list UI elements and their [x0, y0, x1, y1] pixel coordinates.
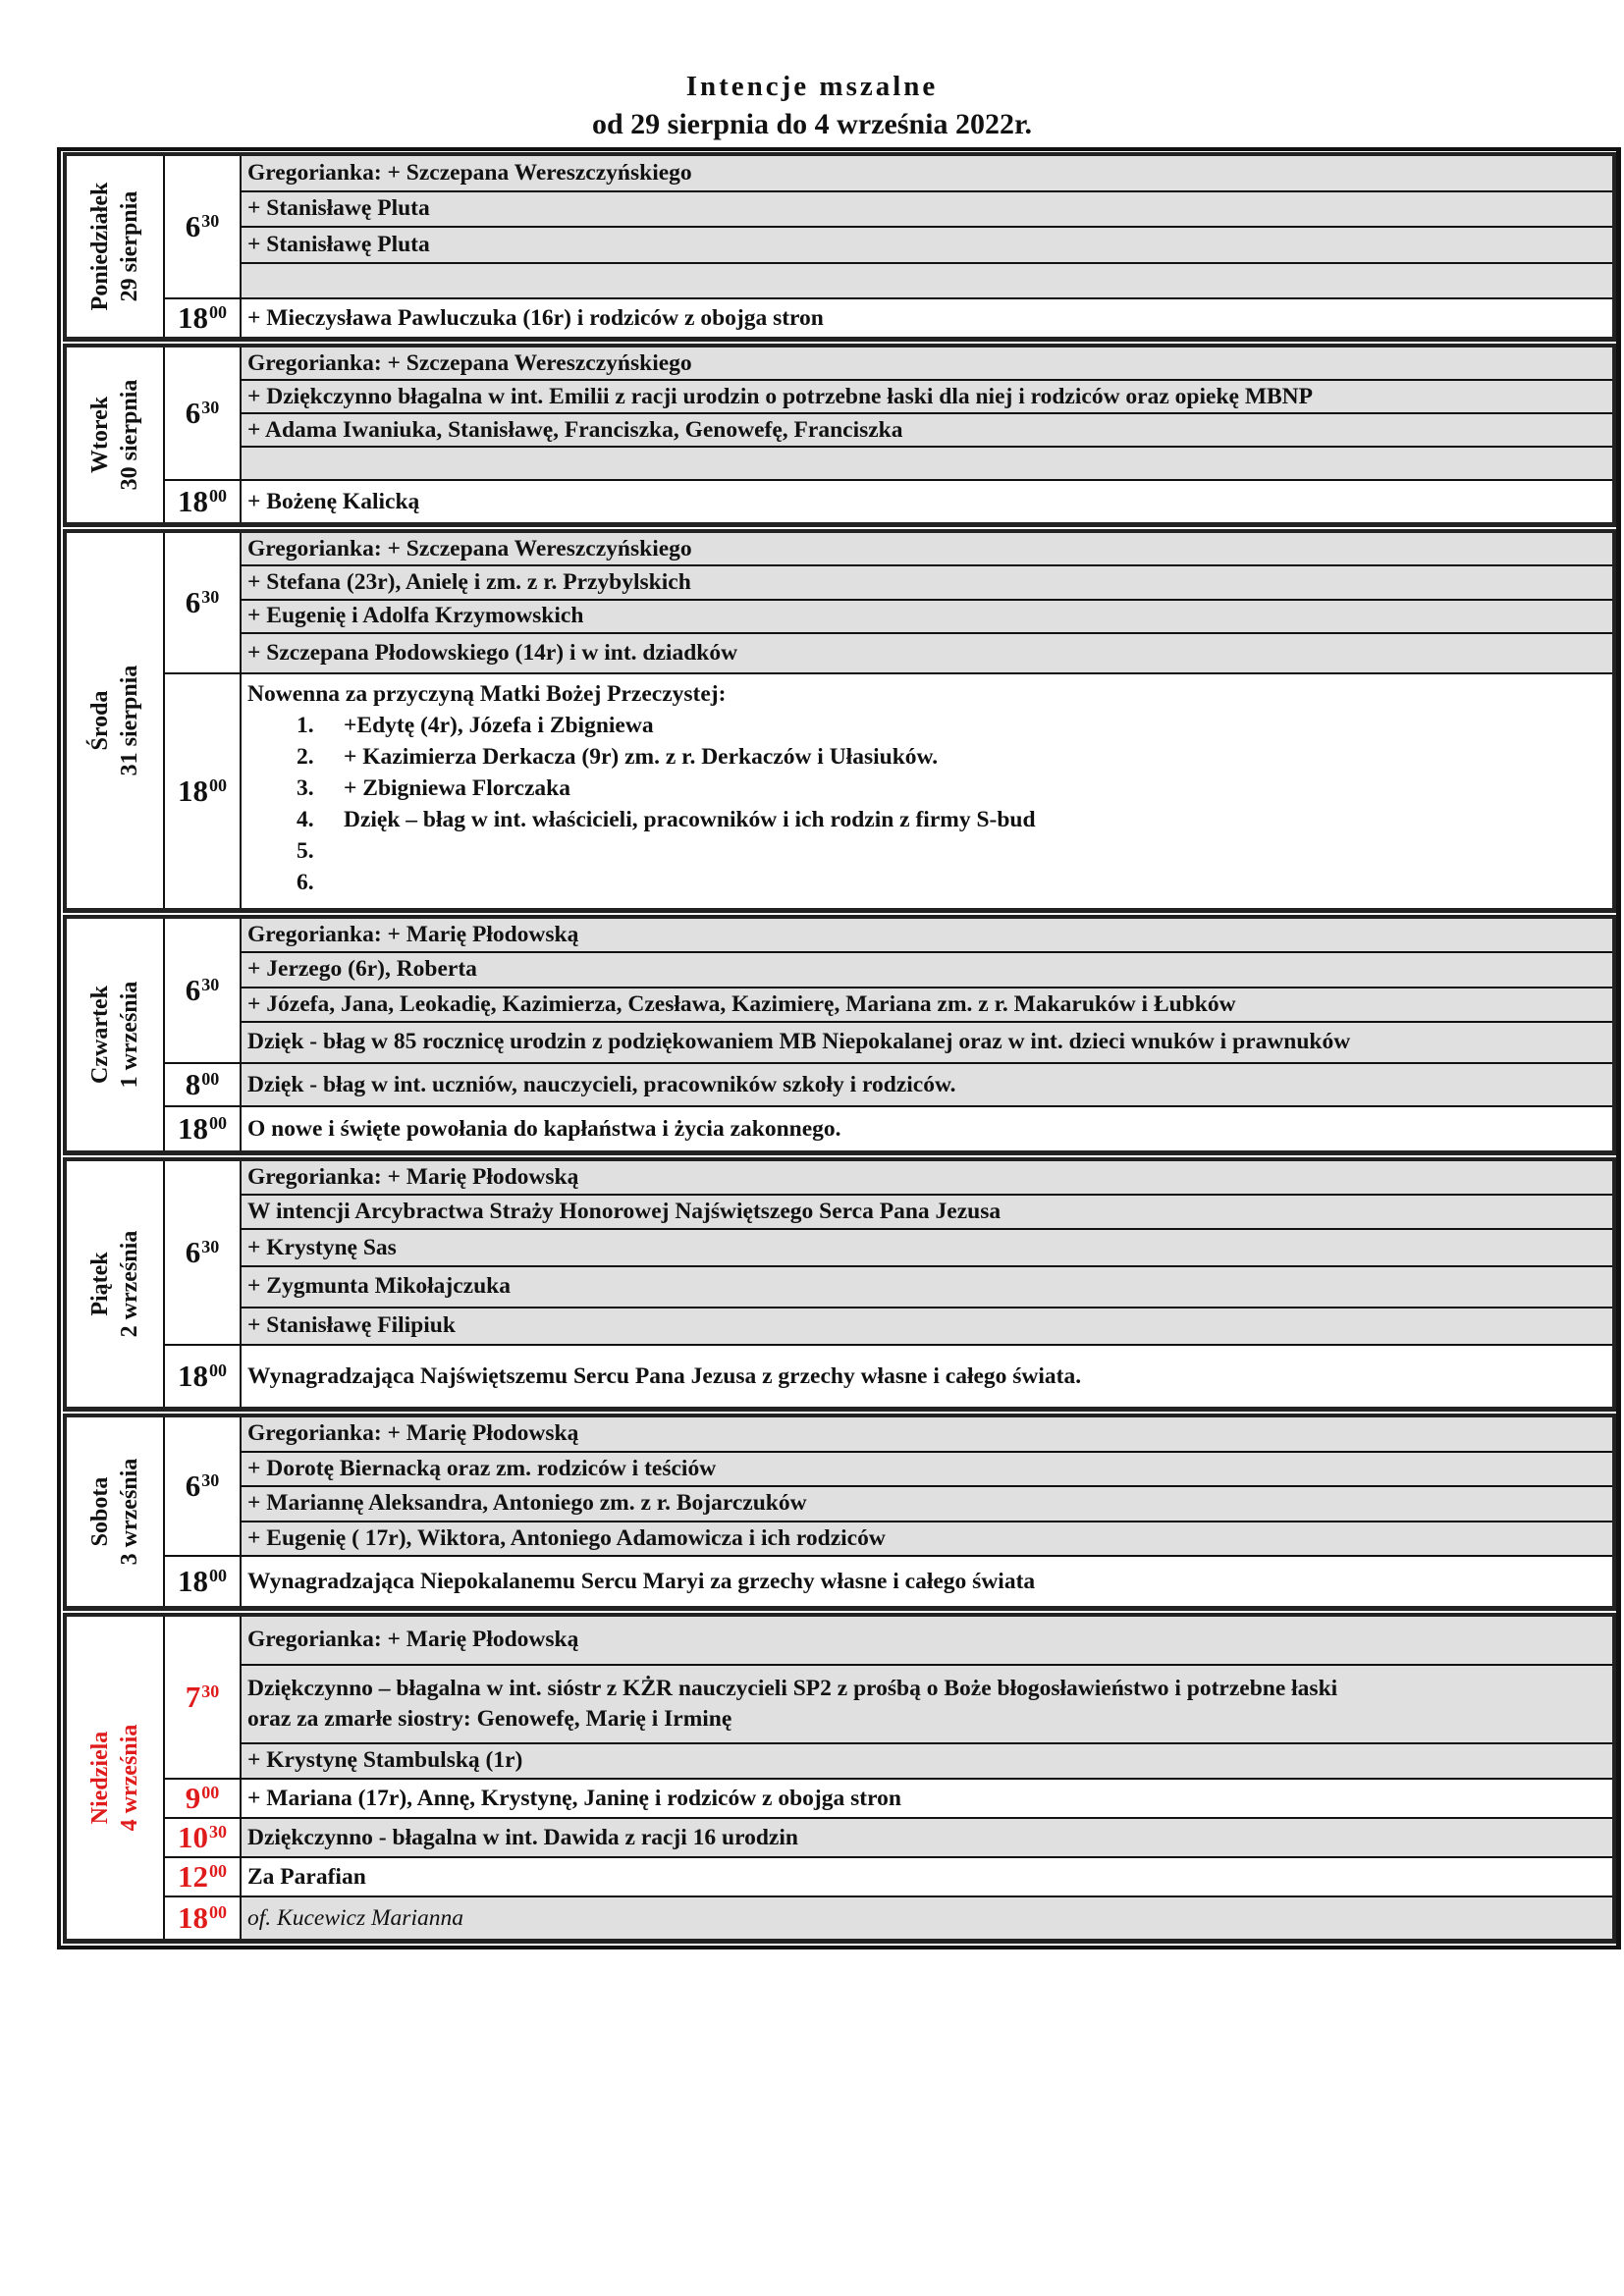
- mass-time: 18 $^{00}$: [165, 299, 242, 337]
- intention: [242, 264, 1612, 298]
- mass-slot: [165, 1417, 1612, 1557]
- intention: + Bożenę Kalicką: [242, 481, 1612, 522]
- intention: + Adama Iwaniuka, Stanisławę, Franciszka, Genowefę, Franciszka: [242, 414, 1612, 448]
- day-thursday: [63, 915, 1616, 1155]
- day-name: Wtorek: [87, 396, 113, 474]
- day-sunday: [63, 1613, 1616, 1944]
- intention: + Dorotę Biernacką oraz zm. rodziców i teściów: [242, 1453, 1612, 1488]
- day-label: [67, 347, 165, 522]
- intention: Gregorianka: + Szczepana Wereszczyńskiego: [242, 156, 1612, 192]
- day-date: 30 sierpnia: [117, 379, 142, 491]
- mass-slot: [165, 1107, 1612, 1150]
- day-date: 4 września: [117, 1724, 142, 1832]
- mass-slot: [165, 1161, 1612, 1346]
- day-name: Niedziela: [87, 1731, 113, 1825]
- page-title: Intencje mszalne: [685, 71, 939, 102]
- day-label: [67, 1617, 165, 1939]
- intention: + Stanisławę Filipiuk: [242, 1308, 1612, 1344]
- intentions-table: [57, 147, 1621, 1949]
- intention: Gregorianka: + Marię Płodowską: [242, 1617, 1612, 1666]
- mass-time: 6 $^{30}$: [165, 156, 242, 297]
- intention: + Zygmunta Mikołajczuka: [242, 1267, 1612, 1308]
- mass-slot: [165, 1346, 1612, 1407]
- day-name: Czwartek: [87, 986, 113, 1084]
- day-wednesday: [63, 529, 1616, 913]
- mass-time: 6 $^{30}$: [165, 1161, 242, 1344]
- novena-item: 1. +Edytę (4r), Józefa i Zbigniewa: [297, 713, 654, 738]
- intention: + Krystynę Stambulską (1r): [242, 1744, 1612, 1778]
- intention: + Józefa, Jana, Leokadię, Kazimierza, Czesława, Kazimierę, Mariana zm. z r. Makaruków i Łubków: [242, 988, 1612, 1023]
- mass-time: 6 $^{30}$: [165, 919, 242, 1062]
- mass-time: 18 $^{00}$: [165, 1346, 242, 1407]
- day-name: Sobota: [87, 1476, 113, 1547]
- day-name: Piątek: [87, 1252, 113, 1316]
- day-saturday: [63, 1414, 1616, 1611]
- intention: Dziękczynno – błagalna w int. sióstr z KŻR nauczycieli SP2 z prośbą o Boże błogosławieństwo i potrzebne łaski oraz za zmarłe siostry: Genowefę, Marię i Irminę: [242, 1666, 1612, 1744]
- intention: + Jerzego (6r), Roberta: [242, 953, 1612, 988]
- page-subtitle: od 29 sierpnia do 4 września 2022r.: [591, 108, 1033, 140]
- novena-block: [242, 674, 1612, 908]
- intention: + Mariana (17r), Annę, Krystynę, Janinę i rodziców z obojga stron: [242, 1780, 1612, 1817]
- novena-item: 5.: [297, 838, 314, 864]
- mass-time: 18 $^{00}$: [165, 1107, 242, 1150]
- mass-time: 18 $^{00}$: [165, 1557, 242, 1606]
- day-label: [67, 533, 165, 908]
- day-label: [67, 156, 165, 337]
- day-date: 29 sierpnia: [117, 190, 142, 302]
- mass-time: 8 $^{00}$: [165, 1064, 242, 1105]
- intention: Gregorianka: + Marię Płodowską: [242, 1161, 1612, 1196]
- mass-slot: [165, 481, 1612, 522]
- mass-time: 18 $^{00}$: [165, 481, 242, 522]
- intention: Za Parafian: [242, 1858, 1612, 1896]
- day-name: Środa: [87, 690, 113, 751]
- intention: + Eugenię ( 17r), Wiktora, Antoniego Adamowicza i ich rodziców: [242, 1522, 1612, 1556]
- intention: [242, 448, 1612, 479]
- mass-slot: [165, 156, 1612, 299]
- intention: + Dziękczynno błagalna w int. Emilii z racji urodzin o potrzebne łaski dla niej i rodziców oraz opiekę MBNP: [242, 381, 1612, 414]
- intention: Dzięk - błag w 85 rocznicę urodzin z podziękowaniem MB Niepokalanej oraz w int. dzieci wnuków i prawnuków: [242, 1023, 1612, 1062]
- day-date: 2 września: [117, 1230, 142, 1338]
- intention: Gregorianka: + Szczepana Wereszczyńskiego: [242, 533, 1612, 566]
- intention: + Stefana (23r), Anielę i zm. z r. Przybylskich: [242, 566, 1612, 600]
- intention: O nowe i święte powołania do kapłaństwa i życia zakonnego.: [242, 1107, 1612, 1150]
- mass-time: 18 $^{00}$: [165, 1897, 242, 1939]
- intention: W intencji Arcybractwa Straży Honorowej Najświętszego Serca Pana Jezusa: [242, 1196, 1612, 1230]
- mass-slot: [165, 1897, 1612, 1939]
- novena-item: 3. + Zbigniewa Florczaka: [297, 775, 570, 801]
- day-label: [67, 1161, 165, 1407]
- day-friday: [63, 1157, 1616, 1412]
- day-tuesday: [63, 344, 1616, 527]
- mass-slot: [165, 1064, 1612, 1107]
- mass-slot: [165, 1858, 1612, 1897]
- mass-time: 6 $^{30}$: [165, 347, 242, 479]
- mass-time: 12 $^{00}$: [165, 1858, 242, 1896]
- intention: + Stanisławę Pluta: [242, 228, 1612, 264]
- novena-item: 2. + Kazimierza Derkacza (9r) zm. z r. Derkaczów i Ułasiuków.: [297, 744, 939, 770]
- mass-time: 6 $^{30}$: [165, 1417, 242, 1555]
- intention: of. Kucewicz Marianna: [242, 1897, 1612, 1939]
- novena-heading: Nowenna za przyczyną Matki Bożej Przeczystej:: [247, 681, 727, 707]
- mass-slot: [165, 919, 1612, 1064]
- mass-time: 18 $^{00}$: [165, 674, 242, 908]
- day-date: 31 sierpnia: [117, 665, 142, 776]
- day-date: 1 września: [117, 981, 142, 1089]
- mass-slot: [165, 674, 1612, 908]
- mass-time: 7 $^{30}$: [165, 1617, 242, 1778]
- mass-slot: [165, 1617, 1612, 1780]
- day-label: [67, 919, 165, 1150]
- mass-slot: [165, 299, 1612, 337]
- intention: Gregorianka: + Marię Płodowską: [242, 919, 1612, 953]
- intention: Gregorianka: + Szczepana Wereszczyńskiego: [242, 347, 1612, 381]
- mass-slot: [165, 1557, 1612, 1606]
- mass-slot: [165, 533, 1612, 674]
- novena-item: 4. Dzięk – błag w int. właścicieli, pracowników i ich rodzin z firmy S-bud: [297, 807, 1036, 832]
- mass-slot: [165, 347, 1612, 481]
- novena-item: 6.: [297, 870, 314, 895]
- mass-slot: [165, 1780, 1612, 1819]
- intention: + Krystynę Sas: [242, 1230, 1612, 1267]
- day-name: Poniedziałek: [87, 182, 113, 311]
- intention: + Mieczysława Pawluczuka (16r) i rodziców z obojga stron: [242, 299, 1612, 337]
- day-label: [67, 1417, 165, 1606]
- mass-time: 6 $^{30}$: [165, 533, 242, 672]
- intention: Dziękczynno - błagalna w int. Dawida z racji 16 urodzin: [242, 1819, 1612, 1856]
- intention: Wynagradzająca Niepokalanemu Sercu Maryi za grzechy własne i całego świata: [242, 1557, 1612, 1606]
- intention: + Mariannę Aleksandra, Antoniego zm. z r. Bojarczuków: [242, 1487, 1612, 1522]
- mass-time: 10 $^{30}$: [165, 1819, 242, 1856]
- intention: + Eugenię i Adolfa Krzymowskich: [242, 601, 1612, 634]
- intention: Gregorianka: + Marię Płodowską: [242, 1417, 1612, 1453]
- day-date: 3 września: [117, 1458, 142, 1566]
- intention: Dzięk - błag w int. uczniów, nauczycieli, pracowników szkoły i rodziców.: [242, 1064, 1612, 1105]
- mass-time: 9 $^{00}$: [165, 1780, 242, 1817]
- day-monday: [63, 152, 1616, 342]
- intention: Wynagradzająca Najświętszemu Sercu Pana Jezusa z grzechy własne i całego świata.: [242, 1346, 1612, 1407]
- mass-slot: [165, 1819, 1612, 1858]
- intention: + Szczepana Płodowskiego (14r) i w int. dziadków: [242, 634, 1612, 672]
- intention: + Stanisławę Pluta: [242, 192, 1612, 229]
